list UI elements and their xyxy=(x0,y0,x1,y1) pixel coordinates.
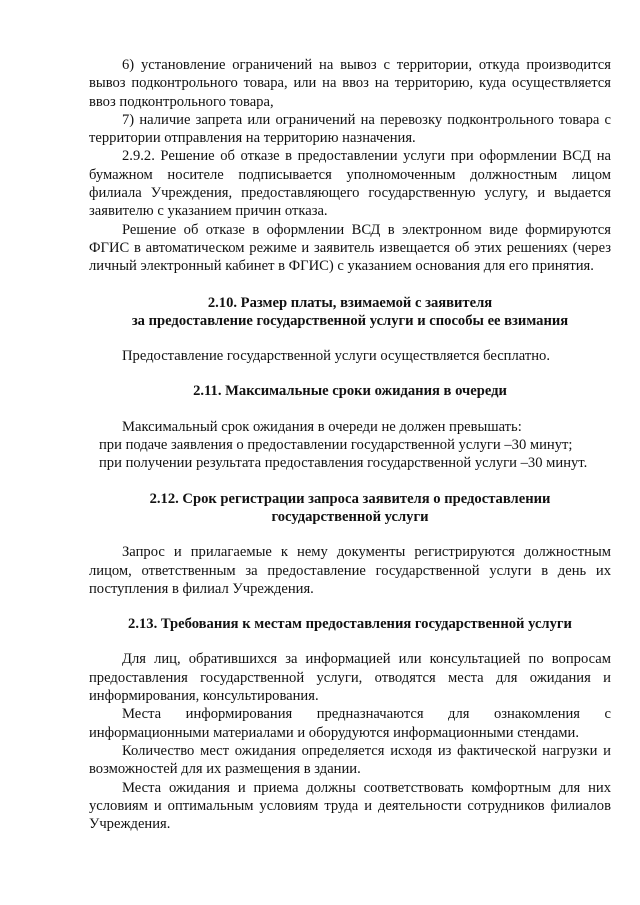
paragraph-wait-submit: при подаче заявления о предоставлении государственной услуги –30 минут; xyxy=(99,437,573,454)
paragraph-places-count: Количество мест ожидания определяется исходя из фактической нагрузки и возможностей для их размещения в здании. xyxy=(89,742,611,778)
heading-2-10-line1: 2.10. Размер платы, взимаемой с заявителя xyxy=(207,294,493,311)
heading-2-13: 2.13. Требования к местам предоставления государственной услуги xyxy=(128,616,572,633)
document-page xyxy=(89,56,611,833)
heading-2-11: 2.11. Максимальные сроки ожидания в очереди xyxy=(193,383,507,400)
paragraph-waiting-places: Для лиц, обратившихся за информацией или консультацией по вопросам предоставления государственной услуги, отводятся места для ожидания и информирования, консультирования. xyxy=(89,651,611,705)
paragraph-free-service: Предоставление государственной услуги осуществляется бесплатно. xyxy=(122,348,550,365)
paragraph-item-6: 6) установление ограничений на вывоз с территории, откуда производится вывоз подконтрольного товара, или на ввоз на территорию, куда осуществляется ввоз подконтрольного товара, xyxy=(89,57,611,110)
heading-2-12-line2: государственной услуги xyxy=(271,508,429,525)
paragraph-electronic-refusal: Решение об отказе в оформлении ВСД в электронном виде формируются ФГИС в автоматическом режиме и заявитель извещается об этих решениях (через личный электронный кабинет в ФГИС) с указанием основания для его принятия. xyxy=(89,221,611,275)
paragraph-info-places: Места информирования предназначаются для ознакомления с информационными материалами и оборудуются информационными стендами. xyxy=(89,706,611,741)
paragraph-item-7: 7) наличие запрета или ограничений на перевозку подконтрольного товара с территории отправления на территорию назначения. xyxy=(89,111,611,147)
paragraph-reception-places: Места ожидания и приема должны соответствовать комфортным для них условиям и оптимальным условиям труда и деятельности сотрудников филиалов Учреждения. xyxy=(89,779,611,833)
paragraph-wait-result: при получении результата предоставления государственной услуги –30 минут. xyxy=(99,455,588,472)
paragraph-max-wait: Максимальный срок ожидания в очереди не должен превышать: xyxy=(122,418,522,435)
paragraph-2-9-2: 2.9.2. Решение об отказе в предоставлении услуги при оформлении ВСД на бумажном носителе подписывается уполномоченным должностным лицом филиала Учреждения, предоставляющего государственную услугу, и выдается заявителю с указанием причин отказа. xyxy=(89,148,611,220)
paragraph-registration: Запрос и прилагаемые к нему документы регистрируются должностным лицом, ответственным за предоставление государственной услуги в день их поступления в филиал Учреждения. xyxy=(89,544,611,597)
heading-2-10-line2: за предоставление государственной услуги и способы ее взимания xyxy=(131,312,569,329)
heading-2-12-line1: 2.12. Срок регистрации запроса заявителя о предоставлении xyxy=(149,490,551,507)
